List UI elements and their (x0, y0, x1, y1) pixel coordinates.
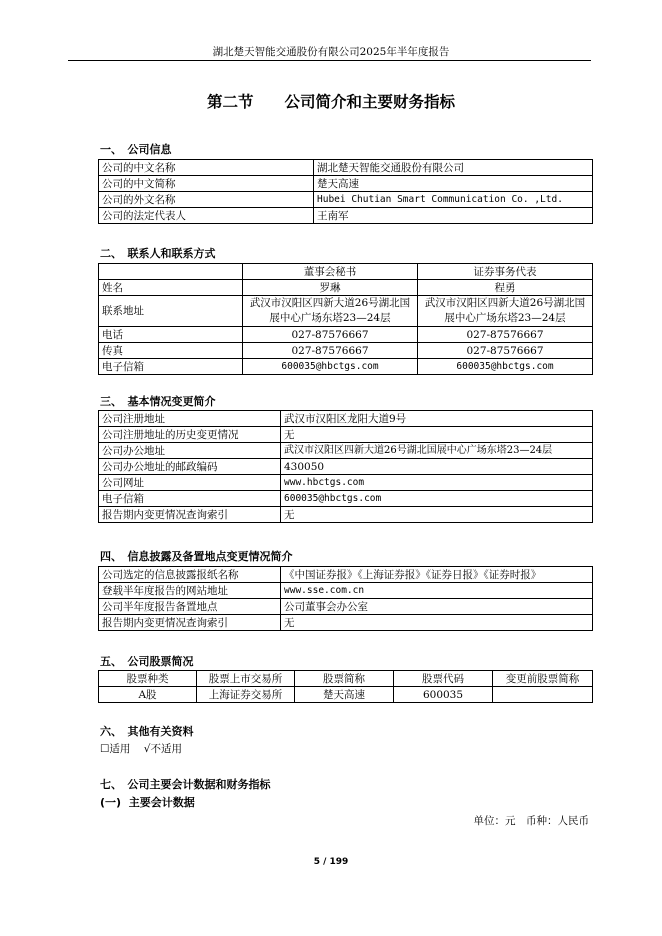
cell-label: 公司的中文简称 (99, 176, 314, 192)
cell-value: 湖北楚天智能交通股份有限公司 (314, 160, 593, 176)
cell-value: 027-87576667 (418, 343, 593, 359)
heading-stock: 五、 公司股票简况 (100, 655, 194, 668)
stock-table (98, 670, 593, 703)
cell-value: 600035@hbctgs.com (243, 359, 418, 375)
cell-label: 公司办公地址 (99, 443, 281, 459)
cell-label: 公司的法定代表人 (99, 208, 314, 224)
table-row (99, 475, 593, 491)
cell-value: Hubei Chutian Smart Communication Co. ,Ltd. (314, 192, 593, 208)
table-row (99, 507, 593, 523)
table-row (99, 327, 593, 343)
option-not-applicable: √不适用 (143, 743, 182, 755)
cell-value: 武汉市汉阳区四新大道26号湖北国展中心广场东塔23—24层 (418, 296, 593, 327)
cell-value: 罗琳 (243, 280, 418, 296)
cell-label: 电子信箱 (99, 491, 281, 507)
cell-value (493, 687, 593, 703)
cell-label: 电话 (99, 327, 243, 343)
cell-value: 027-87576667 (418, 327, 593, 343)
disclosure-table (98, 566, 593, 631)
heading-other-info: 六、 其他有关资料 (100, 725, 194, 738)
cell-label: 公司的中文名称 (99, 160, 314, 176)
cell-value: www.sse.com.cn (281, 583, 593, 599)
heading-disclosure: 四、 信息披露及备置地点变更情况简介 (100, 550, 293, 563)
heading-financial: 七、 公司主要会计数据和财务指标 (100, 778, 271, 791)
contacts-table (98, 263, 593, 375)
basic-changes-table (98, 410, 593, 523)
cell-label: 传真 (99, 343, 243, 359)
header-cell-secretary: 董事会秘书 (243, 264, 418, 280)
header-divider (68, 60, 591, 61)
header-cell: 变更前股票简称 (493, 671, 593, 687)
cell-value: 430050 (281, 459, 593, 475)
table-row (99, 296, 593, 327)
table-header-row (99, 264, 593, 280)
company-info-table (98, 159, 593, 224)
cell-value: 上海证券交易所 (197, 687, 295, 703)
table-header-row (99, 671, 593, 687)
cell-value: 027-87576667 (243, 327, 418, 343)
cell-value: 楚天高速 (295, 687, 394, 703)
heading-company-info: 一、 公司信息 (100, 143, 172, 156)
cell-label: 联系地址 (99, 296, 243, 327)
applicability-options (100, 741, 182, 756)
header-cell: 股票种类 (99, 671, 197, 687)
table-row (99, 567, 593, 583)
table-row (99, 176, 593, 192)
cell-label: 姓名 (99, 280, 243, 296)
cell-value: 无 (281, 427, 593, 443)
table-row (99, 343, 593, 359)
cell-value: www.hbctgs.com (281, 475, 593, 491)
option-applicable: ☐适用 (100, 743, 131, 755)
cell-label: 公司半年度报告备置地点 (99, 599, 281, 615)
cell-value: 武汉市汉阳区四新大道26号湖北国展中心广场东塔23—24层 (243, 296, 418, 327)
heading-basic-changes: 三、 基本情况变更简介 (100, 395, 216, 408)
header-cell: 股票代码 (394, 671, 493, 687)
header-cell: 股票简称 (295, 671, 394, 687)
table-row (99, 615, 593, 631)
cell-label: 公司选定的信息披露报纸名称 (99, 567, 281, 583)
table-row (99, 491, 593, 507)
table-row (99, 411, 593, 427)
cell-label: 公司注册地址的历史变更情况 (99, 427, 281, 443)
table-row (99, 160, 593, 176)
cell-label: 公司的外文名称 (99, 192, 314, 208)
page-header: 湖北楚天智能交通股份有限公司2025年半年度报告 (212, 46, 450, 58)
cell-value: 武汉市汉阳区四新大道26号湖北国展中心广场东塔23—24层 (281, 443, 593, 459)
cell-label: 公司网址 (99, 475, 281, 491)
cell-value: 《中国证券报》《上海证券报》《证券日报》《证券时报》 (281, 567, 593, 583)
cell-label: 公司办公地址的邮政编码 (99, 459, 281, 475)
cell-value: 600035@hbctgs.com (281, 491, 593, 507)
cell-value: 600035@hbctgs.com (418, 359, 593, 375)
cell-label: 电子信箱 (99, 359, 243, 375)
cell-label: 报告期内变更情况查询索引 (99, 615, 281, 631)
table-row (99, 359, 593, 375)
cell-value: 武汉市汉阳区龙阳大道9号 (281, 411, 593, 427)
header-cell-empty (99, 264, 243, 280)
section-title: 第二节 公司简介和主要财务指标 (206, 93, 455, 111)
cell-value: 公司董事会办公室 (281, 599, 593, 615)
heading-contacts: 二、 联系人和联系方式 (100, 247, 216, 260)
table-row (99, 427, 593, 443)
cell-value: A股 (99, 687, 197, 703)
cell-value: 程勇 (418, 280, 593, 296)
table-row (99, 280, 593, 296)
header-cell: 股票上市交易所 (197, 671, 295, 687)
unit-currency-line: 单位：元 币种：人民币 (473, 815, 589, 827)
cell-value: 无 (281, 507, 593, 523)
table-row (99, 687, 593, 703)
subheading-accounting-data: (一) 主要会计数据 (100, 796, 195, 809)
table-row (99, 583, 593, 599)
page-number: 5 / 199 (313, 857, 349, 867)
table-row (99, 443, 593, 459)
cell-value: 600035 (394, 687, 493, 703)
table-row (99, 459, 593, 475)
table-row (99, 599, 593, 615)
cell-value: 027-87576667 (243, 343, 418, 359)
table-row (99, 208, 593, 224)
header-cell-representative: 证券事务代表 (418, 264, 593, 280)
cell-value: 王南军 (314, 208, 593, 224)
cell-label: 登载半年度报告的网站地址 (99, 583, 281, 599)
cell-value: 楚天高速 (314, 176, 593, 192)
table-row (99, 192, 593, 208)
cell-value: 无 (281, 615, 593, 631)
cell-label: 报告期内变更情况查询索引 (99, 507, 281, 523)
cell-label: 公司注册地址 (99, 411, 281, 427)
